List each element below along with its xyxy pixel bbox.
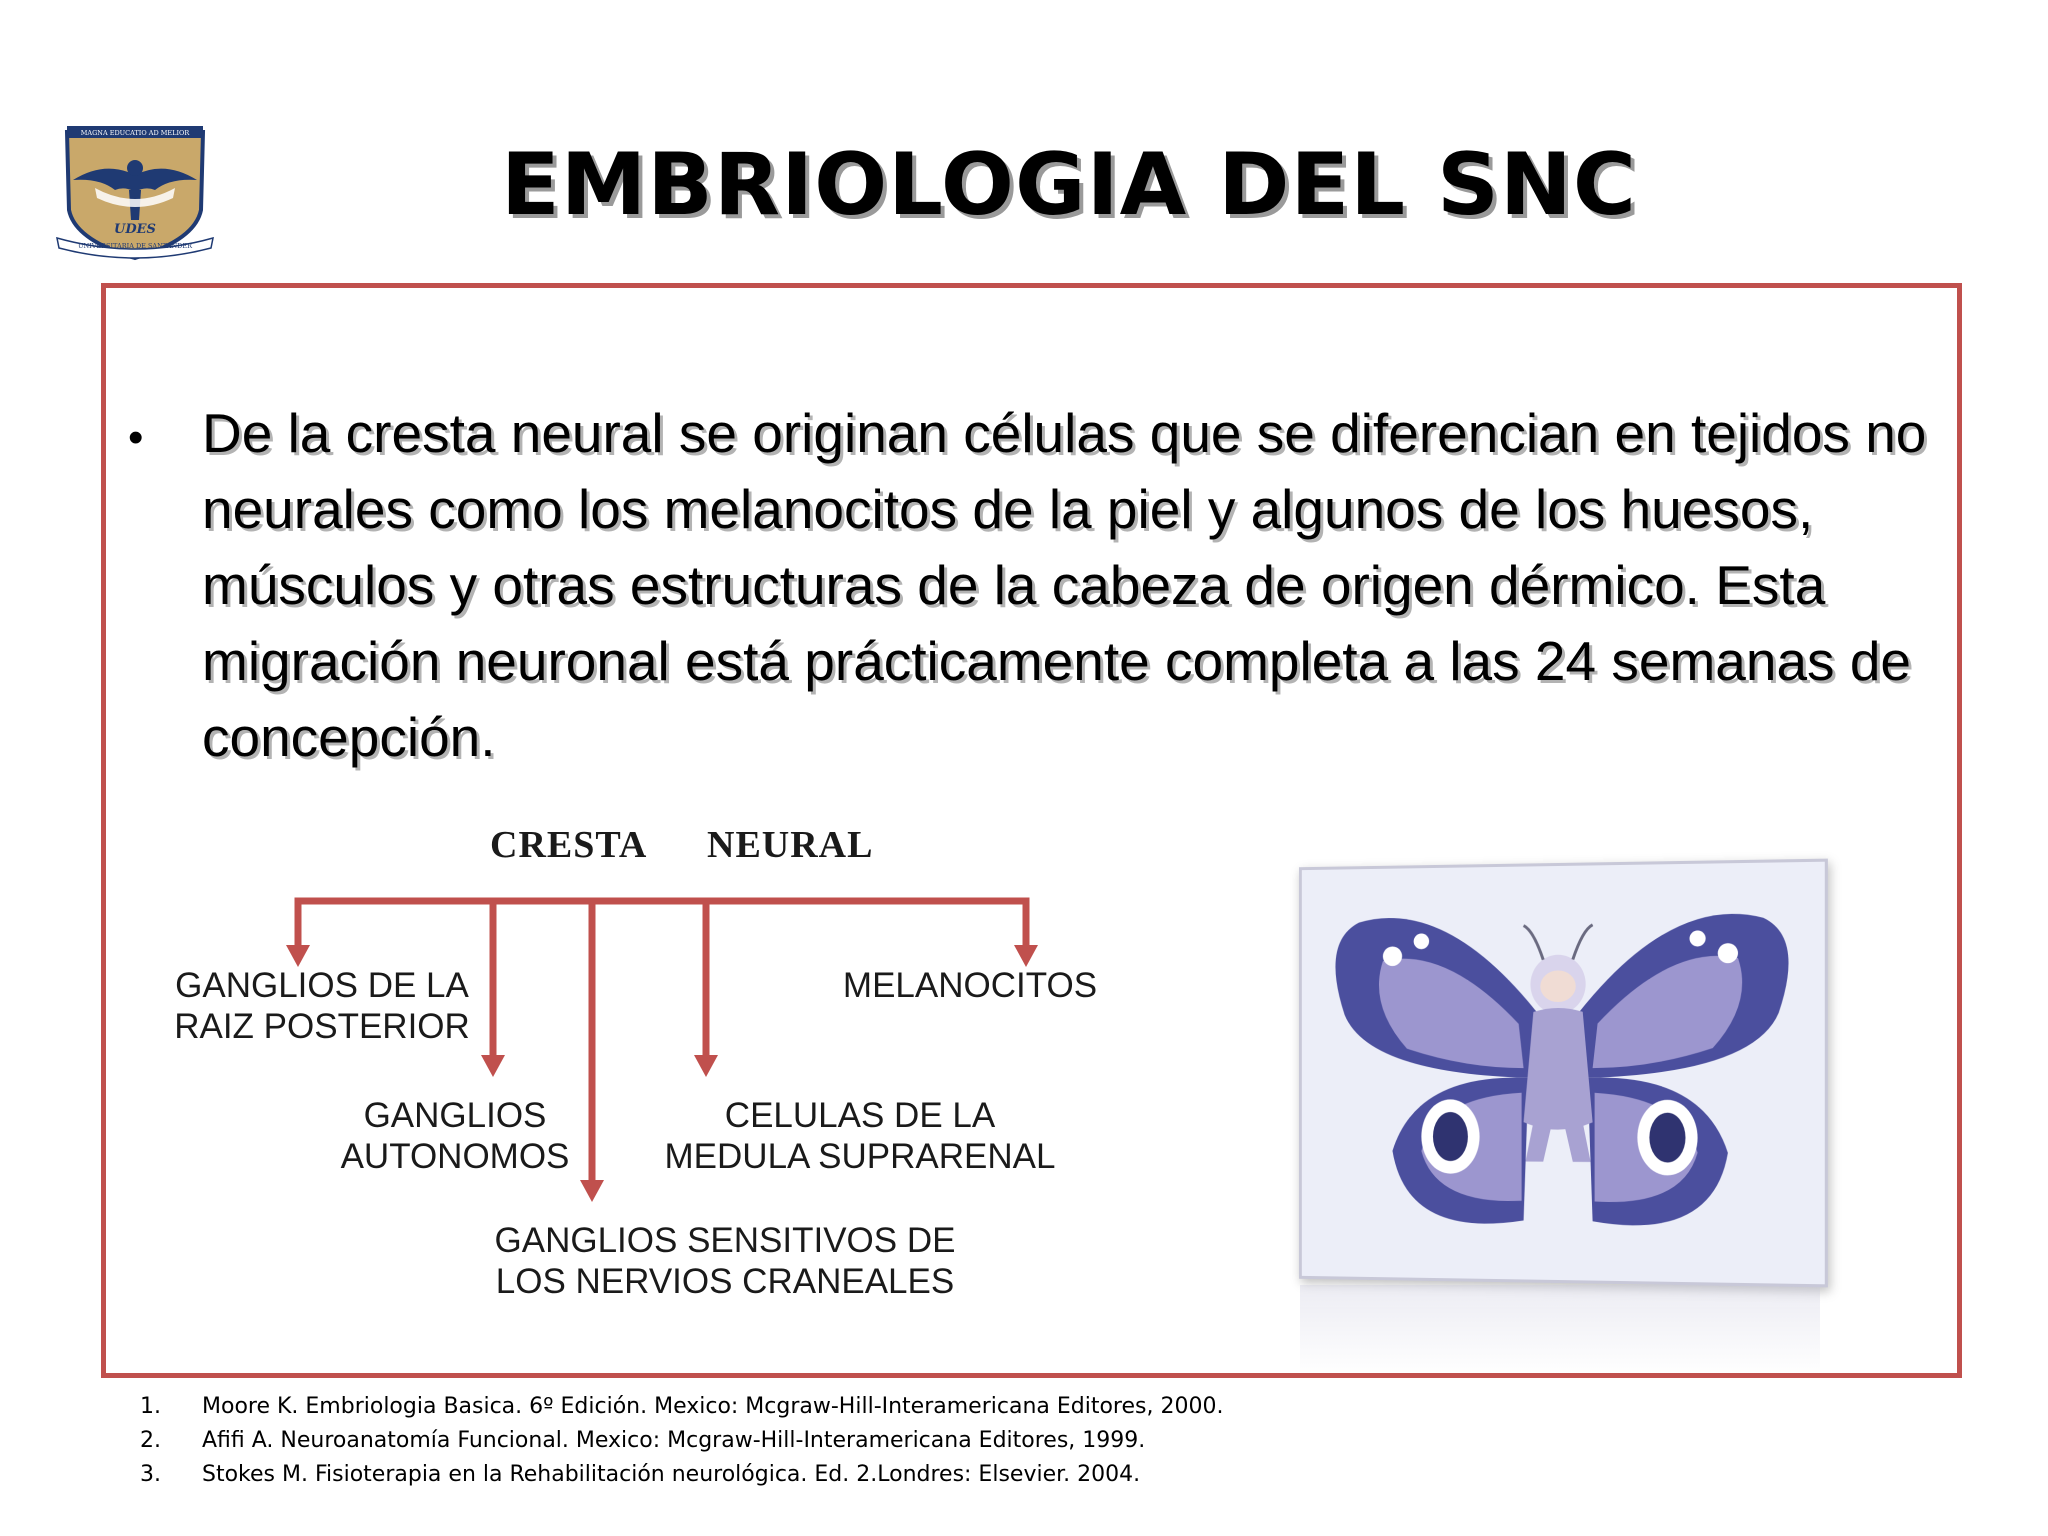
label-autonomic-ganglia: GANGLIOS AUTONOMOS [340, 1096, 570, 1176]
label-root-ganglia: GANGLIOS DE LA RAIZ POSTERIOR [174, 966, 470, 1046]
reference-text: Stokes M. Fisioterapia en la Rehabilitación neurológica. Ed. 2.Londres: Elsevier. 2004. [202, 1462, 1141, 1487]
arrowhead-root-ganglia [286, 945, 310, 967]
reference-item [140, 1458, 1223, 1492]
arrowhead-melanocytes [1014, 945, 1038, 967]
bullet-text: De la cresta neural se originan células que se diferencian en tejidos no neurales como los melanocitos de la piel y algunos de los huesos, músculos y otras estructuras de la cabeza de origen dérmico. Esta migración neuronal está prácticamente completa a las 24 semanas de concepción. [202, 402, 1927, 768]
slide-title-text: EMBRIOLOGIA DEL SNC [500, 135, 1638, 235]
photo-reflection [1300, 1285, 1820, 1375]
slide-title [0, 135, 2048, 235]
butterfly-baby-photo [1299, 859, 1828, 1288]
logo-acronym: UDES [114, 222, 156, 237]
diagram-heading-cresta: CRESTA [490, 824, 648, 866]
reference-item [140, 1390, 1223, 1424]
reference-number: 1. [140, 1394, 161, 1419]
diagram-heading-neural: NEURAL [707, 824, 874, 866]
reference-number: 2. [140, 1428, 161, 1453]
arrowhead-sensory-cranial [580, 1180, 604, 1202]
references-list [140, 1390, 1223, 1492]
reference-text: Afifi A. Neuroanatomía Funcional. Mexico: Mcgraw-Hill-Interamericana Editores, 1999. [202, 1428, 1146, 1453]
label-adrenal-medulla: CELULAS DE LA MEDULA SUPRARENAL [664, 1096, 1056, 1176]
reference-item [140, 1424, 1223, 1458]
butterfly-baby-icon [1302, 862, 1825, 1285]
reference-text: Moore K. Embriologia Basica. 6º Edición. Mexico: Mcgraw-Hill-Interamericana Editores, 2000. [202, 1394, 1224, 1419]
logo-institution: UNIVERSITARIA DE SANTANDER [77, 242, 193, 250]
label-melanocytes: MELANOCITOS [842, 966, 1098, 1005]
bullet-icon: • [128, 413, 144, 462]
arrowhead-adrenal-medulla [694, 1055, 718, 1077]
logo-motto: MAGNA EDUCATIO AD MELIOR [80, 129, 190, 137]
bullet-item [122, 395, 1942, 775]
arrowhead-autonomic-ganglia [481, 1055, 505, 1077]
neural-crest-diagram [160, 815, 1100, 1315]
reference-number: 3. [140, 1462, 161, 1487]
label-sensory-cranial: GANGLIOS SENSITIVOS DE LOS NERVIOS CRANEALES [494, 1221, 956, 1301]
